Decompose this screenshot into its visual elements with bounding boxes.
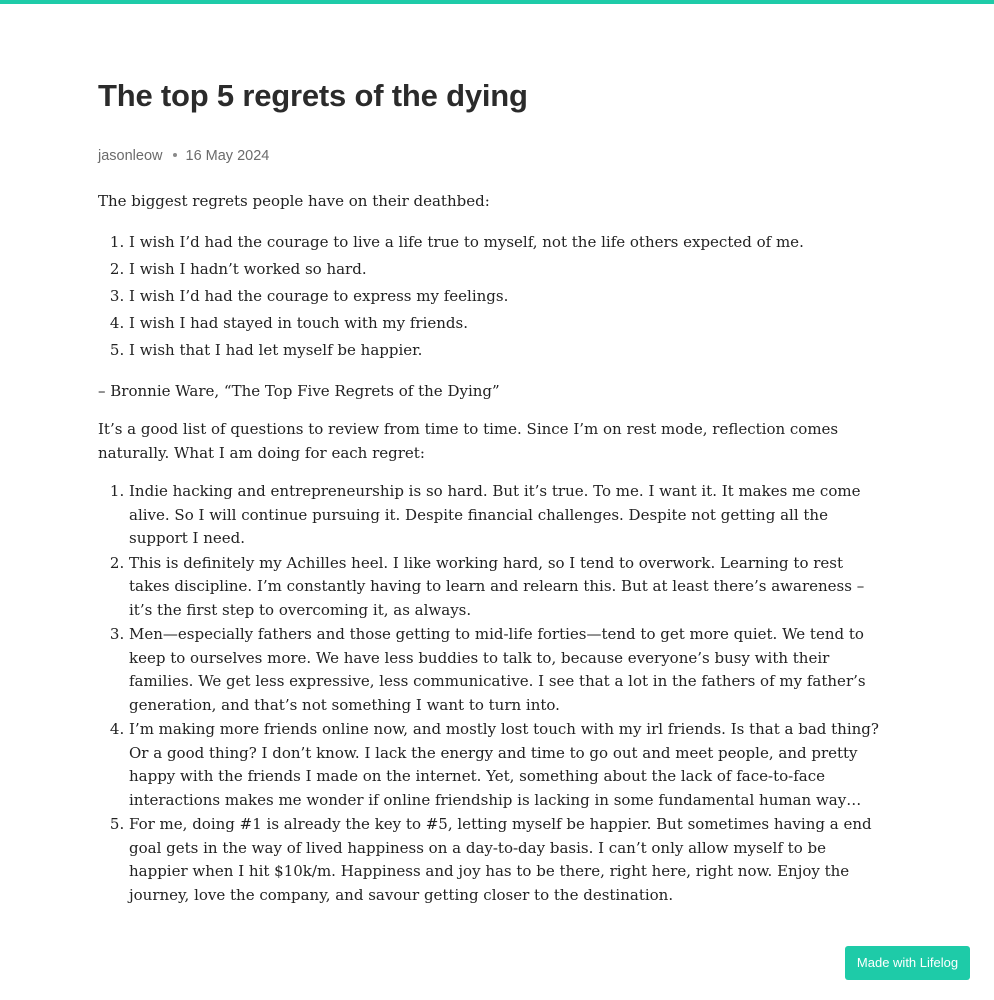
list-item: 1. Indie hacking and entrepreneurship is so hard. But it’s true. To me. I want it. It makes me come alive. So I will continue pursuing it. Despite financial challenges. Despite not getting all the support I need. (129, 480, 888, 551)
list-item: 2. This is definitely my Achilles heel. I like working hard, so I tend to overwork. Learning to rest takes discipline. I’m constantly having to learn and relearn this. But at least there’s awareness – it’s the first step to overcoming it, as always. (129, 552, 888, 623)
list-item: 2. I wish I hadn’t worked so hard. (129, 256, 888, 283)
list-item: 5. For me, doing #1 is already the key to #5, letting myself be happier. But sometimes having a end goal gets in the way of lived happiness on a day-to-day basis. I can’t only allow myself to be happier when I hit $10k/m. Happiness and joy has to be there, right here, right now. Enjoy the journey, love the company, and savour getting closer to the destination. (129, 813, 888, 907)
made-with-lifelog-button[interactable]: Made with Lifelog (845, 946, 970, 980)
post-meta (98, 146, 269, 166)
list-item: 3. I wish I’d had the courage to express my feelings. (129, 283, 888, 310)
reflections-list (98, 480, 888, 907)
post-author[interactable]: jasonleow (98, 148, 163, 164)
top-accent-bar (0, 0, 994, 4)
quote-attribution: – Bronnie Ware, “The Top Five Regrets of the Dying” (98, 381, 500, 400)
regrets-list (98, 229, 888, 365)
list-item: 4. I wish I had stayed in touch with my friends. (129, 310, 888, 337)
intro-paragraph: The biggest regrets people have on their deathbed: (98, 192, 490, 210)
separator-dot (173, 153, 177, 157)
list-item: 3. Men—especially fathers and those getting to mid-life forties—tend to get more quiet. We tend to keep to ourselves more. We have less buddies to talk to, because everyone’s busy with their families. We get less expressive, less communicative. I see that a lot in the fathers of my father’s generation, and that’s not something I want to turn into. (129, 623, 888, 717)
post-title: The top 5 regrets of the dying (98, 78, 528, 113)
list-item: 1. I wish I’d had the courage to live a life true to myself, not the life others expected of me. (129, 229, 888, 256)
list-item: 4. I’m making more friends online now, and mostly lost touch with my irl friends. Is that a bad thing? Or a good thing? I don’t know. I lack the energy and time to go out and meet people, and pretty happy with the friends I made on the internet. Yet, something about the lack of face-to-face interactions makes me wonder if online friendship is lacking in some fundamental human way… (129, 718, 888, 812)
post-body (98, 190, 888, 908)
post-date: 16 May 2024 (185, 148, 270, 164)
list-item: 5. I wish that I had let myself be happier. (129, 337, 888, 364)
review-paragraph: It’s a good list of questions to review from time to time. Since I’m on rest mode, reflection comes naturally. What I am doing for each regret: (98, 420, 839, 462)
